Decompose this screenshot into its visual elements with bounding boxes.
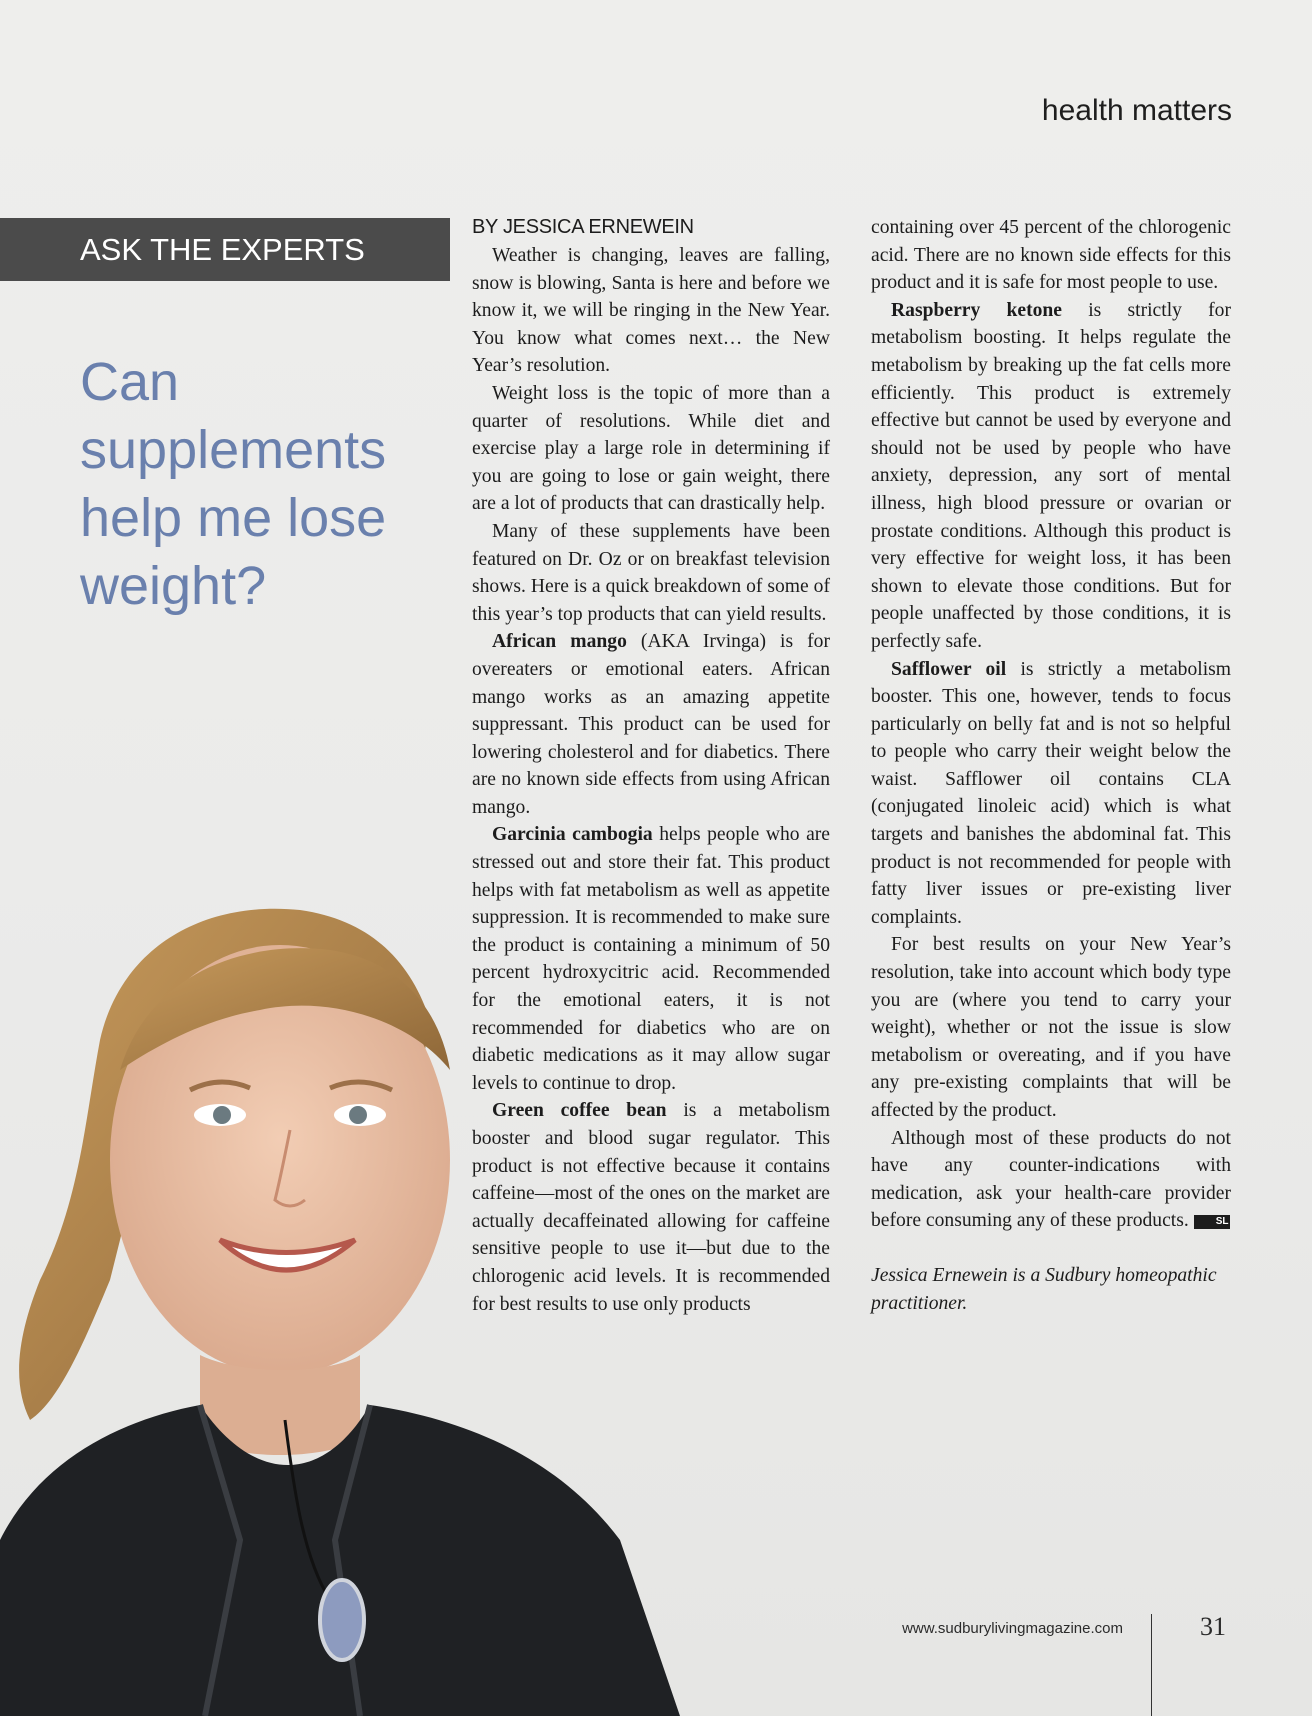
term-green-coffee-bean: Green coffee bean (492, 1100, 667, 1122)
footer-divider (1151, 1614, 1152, 1716)
paragraph-text: is a metabolism booster and blood sugar regulator. This product is not effective because it contains caffeine—most of the ones on the market are actually decaffeinated allowing for caffeine sensitive people to use it—but due to the chlorogenic acid levels. It is recommended for best results to use only products (472, 1100, 830, 1315)
article-column-2 (871, 214, 1231, 1317)
paragraph-safflower-oil (871, 656, 1231, 932)
paragraph-text: is strictly a metabolism booster. This one, however, tends to focus particularly on belly fat and is not so helpful to people who carry their weight below the waist. Safflower oil contains CLA (conjugated linoleic acid) which is what targets and banishes the abdominal fat. This product is not recommended for people with fatty liver issues or pre-existing liver complaints. (871, 658, 1231, 928)
band-label: ASK THE EXPERTS (80, 232, 365, 267)
paragraph-closing (871, 1125, 1231, 1235)
paragraph: Many of these supplements have been featured on Dr. Oz or on breakfast television shows. Here is a quick breakdown of some of this year’s top products that can yield results. (472, 520, 830, 625)
byline: BY JESSICA ERNEWEIN (472, 216, 694, 238)
page-number: 31 (1200, 1612, 1226, 1641)
paragraph-green-coffee (472, 1097, 830, 1318)
paragraph-text: is strictly for metabolism boosting. It helps regulate the metabolism by breaking up the fat cells more efficiently. This product is extremely effective but cannot be used by everyone and should not be used by people who have anxiety, depression, any sort of mental illness, high blood pressure or ovarian or prostate conditions. Although this product is very effective for weight loss, it has been shown to elevate those conditions. But for people unaffected by those conditions, it is perfectly safe. (871, 299, 1232, 652)
paragraph: containing over 45 percent of the chlorogenic acid. There are no known side effects for this product and it is safe for most people to use. (871, 217, 1231, 294)
paragraph: Weight loss is the topic of more than a quarter of resolutions. While diet and exercise play a large role in determining if you are going to lose or gain weight, there are a lot of products that can drastically help. (472, 382, 830, 515)
end-mark-icon: SL (1194, 1215, 1231, 1229)
paragraph-text: helps people who are stressed out and store their fat. This product helps with fat metabolism as well as appetite suppression. It is recommended to make sure the product is containing a minimum of 50 percent hydroxycitric acid. Recommended for the emotional eaters, it is not recommended for diabetics who are on diabetic medications as it may allow sugar levels to continue to drop. (472, 824, 830, 1094)
ask-the-experts-band (0, 218, 450, 281)
section-label: health matters (1041, 94, 1232, 127)
paragraph-raspberry-ketone (871, 297, 1231, 656)
term-safflower-oil: Safflower oil (891, 658, 1007, 680)
author-bio: Jessica Ernewein is a Sudbury homeopathic practitioner. (871, 1264, 1217, 1314)
footer-url: www.sudburylivingmagazine.com (902, 1620, 1123, 1637)
article-column-1 (472, 214, 830, 1318)
article-headline: Can supplements help me lose weight? (80, 352, 387, 616)
paragraph: For best results on your New Year’s resolution, take into account which body type you are (where you tend to carry your weight), whether or not the issue is slow metabolism or overeating, and if you have any pre-existing complaints that will be affected by the product. (871, 934, 1231, 1121)
term-raspberry-ketone: Raspberry ketone (891, 299, 1062, 321)
paragraph-african-mango (472, 628, 830, 821)
term-african-mango: African mango (492, 631, 627, 653)
paragraph-garcinia (472, 821, 830, 1097)
paragraph: Weather is changing, leaves are falling, snow is blowing, Santa is here and before we know it, we will be ringing in the New Year. You know what comes next… the New Year’s resolution. (472, 245, 830, 377)
term-garcinia-cambogia: Garcinia cambogia (492, 824, 653, 846)
paragraph-text: (AKA Irvinga) is for overeaters or emotional eaters. African mango works as an amazing appetite suppressant. This product can be used for lowering cholesterol and for diabetics. There are no known side effects from using African mango. (472, 631, 830, 818)
paragraph-text: Although most of these products do not have any counter-indications with medication, ask your health-care provider before consuming any of these products. (871, 1127, 1231, 1232)
